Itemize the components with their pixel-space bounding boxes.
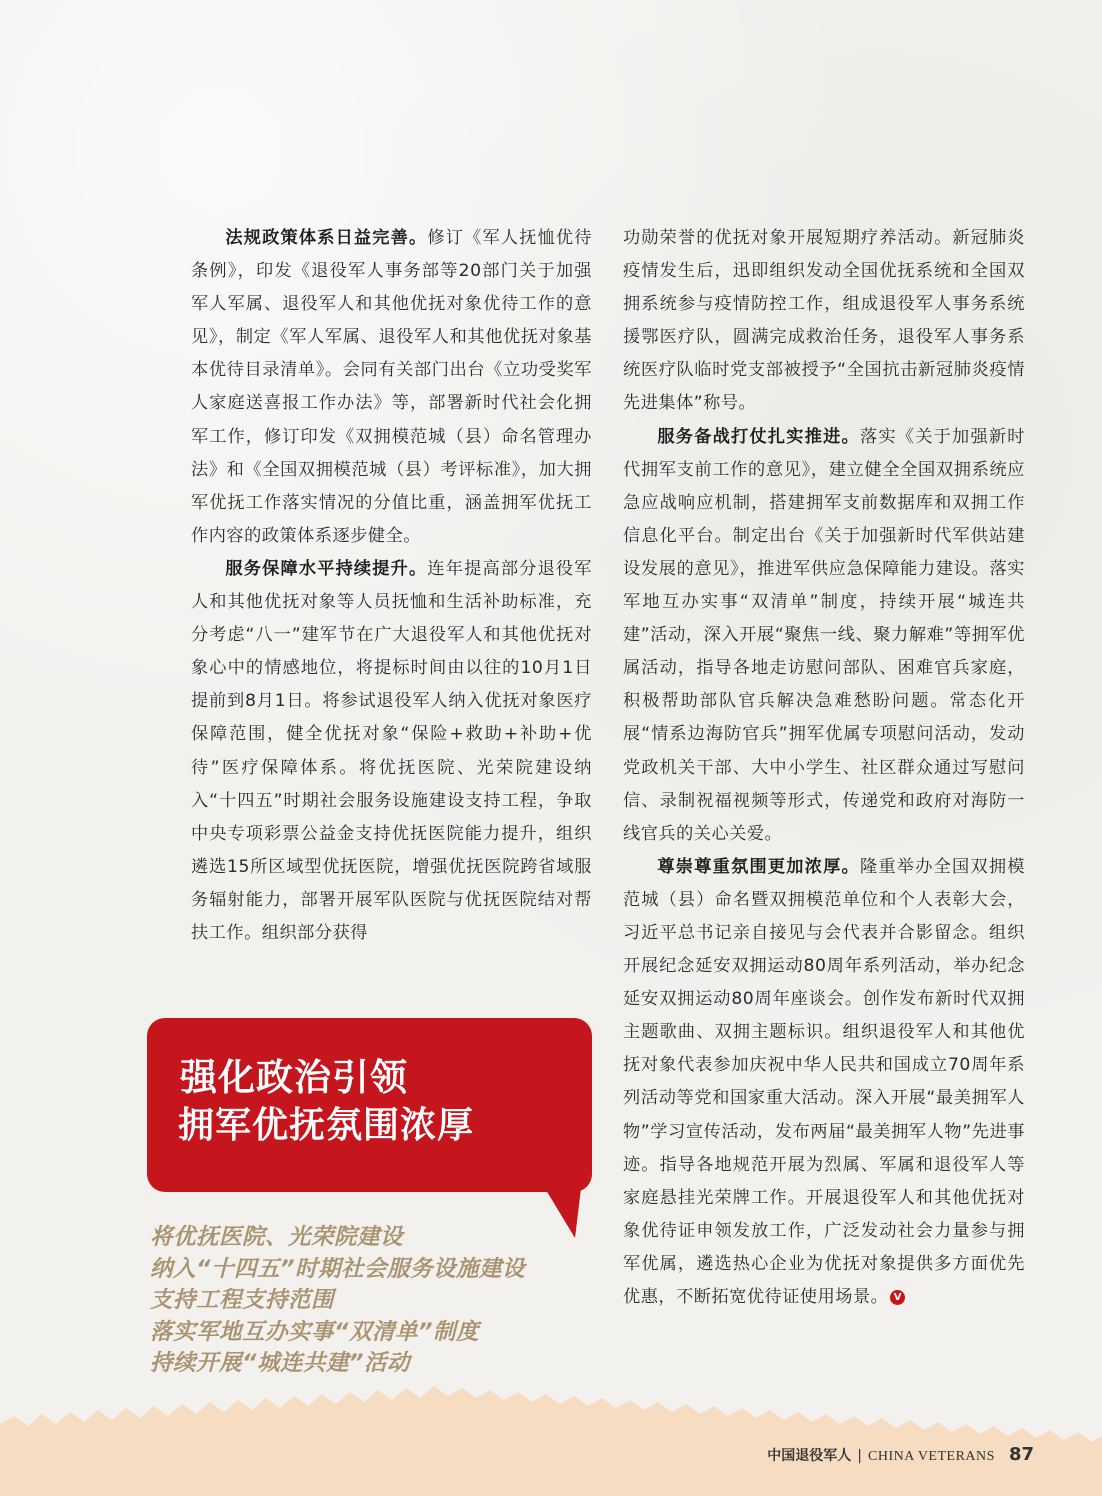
paragraph-service-guarantee	[191, 553, 592, 950]
pull-quote-line: 支持工程支持范围	[150, 1287, 335, 1313]
lead-heading-combat-readiness: 服务备战打仗扎实推进。	[657, 426, 860, 447]
magazine-name-cn: 中国退役军人	[767, 1448, 852, 1464]
callout-bubble-tail	[540, 1180, 590, 1240]
paragraph-regulations	[191, 222, 592, 553]
paragraph-body-regulations: 修订《军人抚恤优待条例》，印发《退役军人事务部等20部门关于加强军人军属、退役军人和其他优抚对象优待工作的意见》，制定《军人军属、退役军人和其他优抚对象基本优待目录清单》。会同有关部门出台《立功受奖军人家庭送喜报工作办法》等，部署新时代社会化拥军工作，修订印发《双拥模范城（县）命名管理办法》和《全国双拥模范城（县）考评标准》，加大拥军优抚工作落实情况的分值比重，涵盖拥军优抚工作内容的政策体系逐步健全。	[191, 228, 592, 546]
pull-quote-line: 将优抚医院、光荣院建设	[150, 1224, 404, 1250]
paragraph-body-continuation: 功勋荣誉的优抚对象开展短期疗养活动。新冠肺炎疫情发生后，迅即组织发动全国优抚系统和全国双拥系统参与疫情防控工作，组成退役军人事务系统援鄂医疗队，圆满完成救治任务，退役军人事务系统医疗队临时党支部被授予“全国抗击新冠肺炎疫情先进集体”称号。	[623, 228, 1025, 414]
torn-paper-footer-band	[0, 1380, 1102, 1496]
paragraph-combat-readiness	[623, 421, 1025, 851]
callout-subtitle: 拥军优抚氛围浓厚	[178, 1105, 475, 1146]
left-text-column	[191, 222, 592, 950]
lead-heading-service-guarantee: 服务保障水平持续提升。	[225, 558, 428, 579]
page-number: 87	[1008, 1444, 1034, 1465]
paragraph-body-combat-readiness: 落实《关于加强新时代拥军支前工作的意见》，建立健全全国双拥系统应急应战响应机制，搭建拥军支前数据库和双拥工作信息化平台。制定出台《关于加强新时代军供站建设发展的意见》，推进军供应急保障能力建设。落实军地互办实事“双清单”制度，持续开展“城连共建”活动，深入开展“聚焦一线、聚力解难”等拥军优属活动，指导各地走访慰问部队、困难官兵家庭，积极帮助部队官兵解决急难愁盼问题。常态化开展“情系边海防官兵”拥军优属专项慰问活动，发动党政机关干部、大中小学生、社区群众通过写慰问信、录制祝福视频等形式，传递党和政府对海防一线官兵的关心关爱。	[623, 426, 1025, 844]
lead-heading-regulations: 法规政策体系日益完善。	[225, 228, 428, 248]
pull-quote-line: 落实军地互办实事“双清单”制度	[150, 1318, 479, 1345]
lead-heading-respect-atmosphere: 尊崇尊重氛围更加浓厚。	[657, 856, 860, 877]
article-end-v-icon: V	[890, 1290, 905, 1305]
callout-title: 强化政治引领	[180, 1055, 408, 1099]
right-text-column	[623, 222, 1025, 1314]
paragraph-respect-atmosphere	[623, 851, 1025, 1314]
paragraph-continuation	[623, 222, 1025, 421]
magazine-name-en: CHINA VETERANS	[868, 1449, 995, 1464]
footer-separator: |	[857, 1448, 863, 1464]
pull-quote-line: 持续开展“城连共建”活动	[150, 1350, 410, 1376]
pull-quote	[150, 1222, 525, 1380]
paragraph-body-service-guarantee: 连年提高部分退役军人和其他优抚对象等人员抚恤和生活补助标准，充分考虑“八一”建军节在广大退役军人和其他优抚对象心中的情感地位，将提标时间由以往的10月1日提前到8月1日。将参试退役军人纳入优抚对象医疗保障范围，健全优抚对象“保险+救助+补助+优待”医疗保障体系。将优抚医院、光荣院建设纳入“十四五”时期社会服务设施建设支持工程，争取中央专项彩票公益金支持优抚医院能力提升，组织遴选15所区域型优抚医院，增强优抚医院跨省域服务辐射能力，部署开展军队医院与优抚医院结对帮扶工作。组织部分获得	[191, 558, 592, 943]
pull-quote-line: 纳入“十四五”时期社会服务设施建设	[150, 1255, 525, 1282]
page-footer	[767, 1444, 1034, 1465]
paragraph-body-respect-atmosphere: 隆重举办全国双拥模范城（县）命名暨双拥模范单位和个人表彰大会，习近平总书记亲自接见与会代表并合影留念。组织开展纪念延安双拥运动80周年系列活动，举办纪念延安双拥运动80周年座谈会。创作发布新时代双拥主题歌曲、双拥主题标识。组织退役军人和其他优抚对象代表参加庆祝中华人民共和国成立70周年系列活动等党和国家重大活动。深入开展“最美拥军人物”学习宣传活动，发布两届“最美拥军人物”先进事迹。指导各地规范开展为烈属、军属和退役军人等家庭悬挂光荣牌工作。开展退役军人和其他优抚对象优待证申领发放工作，广泛发动社会力量参与拥军优属，遴选热心企业为优抚对象提供多方面优先优惠，不断拓宽优待证使用场景。	[623, 856, 1025, 1307]
